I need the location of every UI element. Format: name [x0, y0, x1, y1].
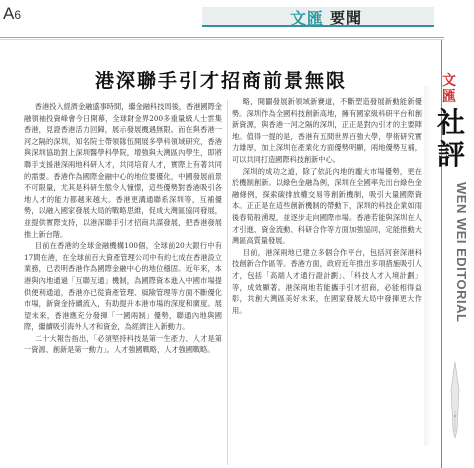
- sidebar-brand-char-2: 匯: [442, 89, 456, 105]
- paragraph: 略，開闢發展新領域新賽道，不斷塑造發展新動能新優勢。深圳作為全國科技創新高地，擁有國家級科研平台和創新資源，與香港一河之隔的深圳，正正是對內引才的主要陣地。值得一提的是，香港有五間世界百強大學，學術研究實力雄厚，加上深圳在產業化方面優勢明顯，兩地優勢互補，可以共同打造國際科技創新中心。: [232, 97, 422, 164]
- column-divider: [227, 100, 228, 465]
- paragraph: 深圳的成功之道，除了依託內地的龐大市場優勢，更在於機制創新。以綠色金融為例，深圳在全國率先出台綠色金融條例，探索碳排放權交易等創新機制，吸引大量國際資本。正正是在這些創新機制的帶動下，深圳的科技企業如雨後春筍般湧現，並逐步走向國際市場。香港若能與深圳在人才引進、資金流動、科研合作等方面加強協同，定能推動大灣區高質量發展。: [232, 166, 422, 246]
- brand-name: 文匯: [290, 8, 325, 28]
- article-title: 港深聯手引才招商前景無限: [94, 70, 347, 92]
- sidebar-shadow: [424, 86, 432, 446]
- editorial-label: WEN WEI EDITORIAL: [454, 182, 469, 323]
- section-name: 要聞: [330, 8, 363, 27]
- paragraph: 二十大報告指出，「必須堅持科技是第一生產力、人才是第一資源、創新是第一動力」。人才強國戰略，人才強國戰略。: [24, 333, 222, 355]
- fountain-pen-icon: [445, 360, 465, 440]
- paragraph: 目前，港深兩地已建立多個合作平台，包括河套深港科技創新合作區等。香港方面，政府近年推出多項措施吸引人才，包括「高端人才通行證計劃」、「科技人才入境計劃」等，成效顯著。港深兩地若能攜手引才招商，必能相得益彰，共創大灣區美好未來，在國家發展大局中發揮更大作用。: [232, 247, 422, 315]
- paragraph: 目前在香港的全球金融機構100個，全球前20大銀行中有17間在港，在全球前百大資產管理公司中有約七成在香港設立業務，已表明香港作為國際金融中心的地位穩固。近年來，本港與內地通過「互聯互通」機制，為國際資本進入中國市場提供便利通道，香港亦已從資產管理、風險管理等方面不斷優化市場，新資金持續流入，有助提升本港市場的深度和廣度。展望未來，香港應充分發揮「一國兩制」優勢，聯通內地與國際，繼續吸引海外人才和資金，為經濟注入新動力。: [24, 241, 222, 332]
- page-digit: 6: [14, 8, 22, 22]
- paragraph: 香港投入經濟金融盛事時間，繼金融科技周後，香港國際金融領袖投資峰會今日開幕，全球財金界200多重量級人士雲集香港，見證香港活力回歸，展示發展機遇無限。而在與香港一河之隔的深圳，知名院士帶領隊伍開展多學科領域研究，香港與深圳協助對上深圳醫學科學院，增強與大灣區內學生，即將聯手支援港深兩地科研人才，共同培育人才，實際上有著共同的需要。香港作為國際金融中心的地位要優化，中國發展前景不可限量，尤其是科研生態令人憧憬，這些優勢對香港吸引各地人才的能力都越來越大。香港更溝通聯系深圳等，互補優勢，以融入國家發展大局的戰略思維，促成大灣區協同發展，並提供實際支持，以港深聯手引才招商共謀發展，把香港發展推上新台階。: [24, 102, 222, 239]
- header-rule: [0, 37, 444, 38]
- sidebar-brand-char-1: 文: [442, 73, 456, 89]
- article-column-left: [24, 101, 222, 468]
- article-column-right: [232, 96, 422, 468]
- sidebar-title: 社評: [436, 106, 465, 171]
- header-rule-secondary: [0, 39, 444, 40]
- page-number: [3, 4, 21, 24]
- header-logo: [290, 5, 362, 29]
- page-letter: A: [3, 4, 15, 23]
- sidebar-brand-mark: [440, 73, 458, 105]
